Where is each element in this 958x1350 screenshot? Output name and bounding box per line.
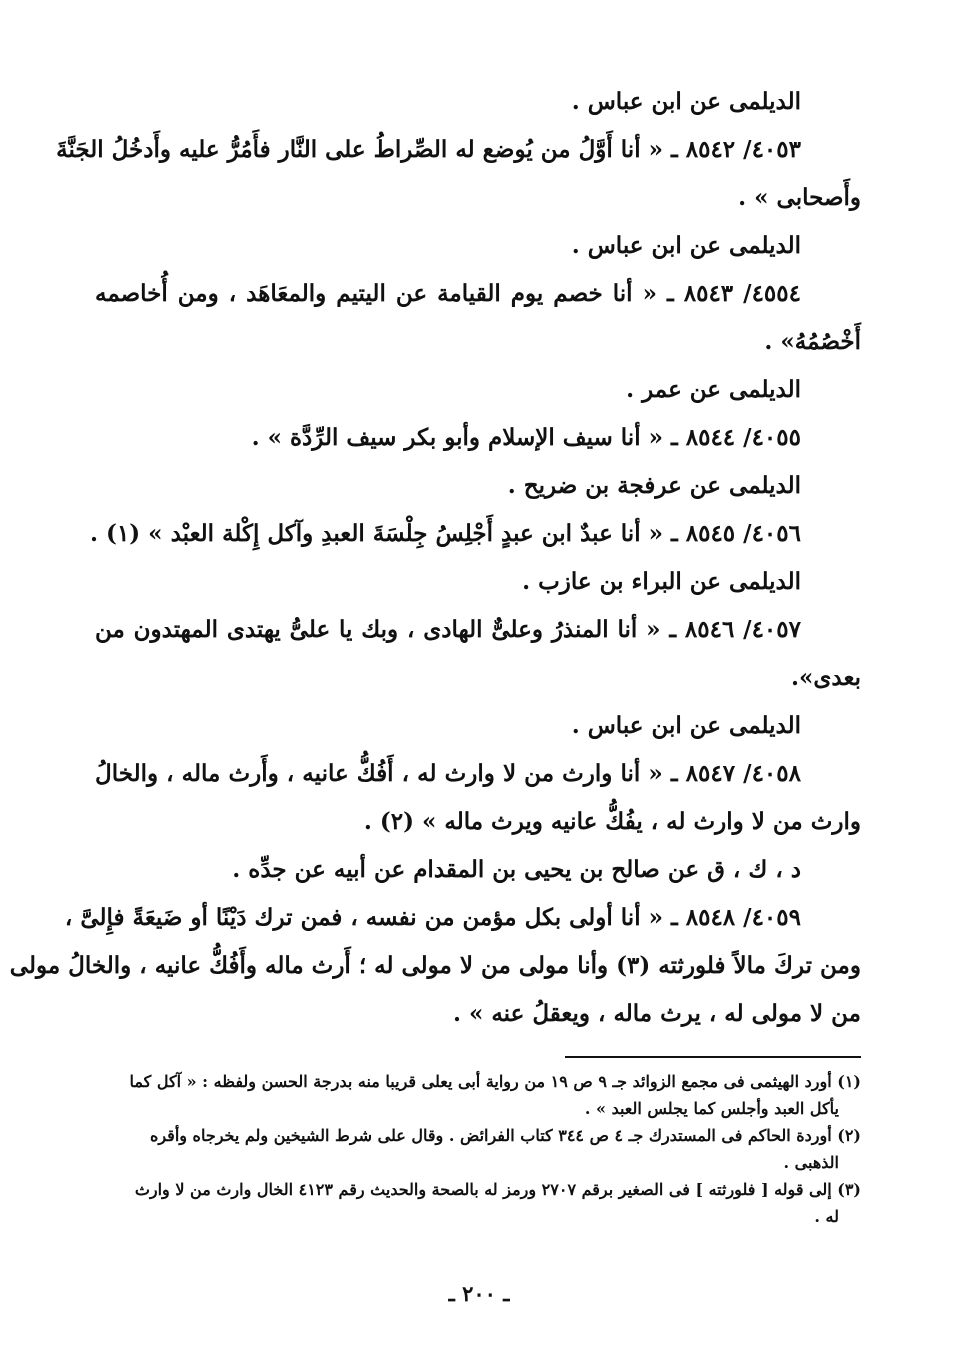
text-line: من لا مولى له ، يرث ماله ، ويعقلُ عنه » . [452,1000,861,1027]
footnotes [95,1068,861,1230]
text-line: وأَصحابى » . [738,184,861,211]
footnote-separator [565,1056,861,1058]
source-line: الديلمى عن ابن عباس . [571,88,801,115]
hadith-line: ٤٠٥٣/ ٨٥٤٢ ـ « أنا أَوَّلُ من يُوضع له الصِّراطُ على النَّار فأَمُرُّ عليه وأَدخُلُ الجَنَّةَ [56,136,801,163]
source-line: الديلمى عن ابن عباس . [571,232,801,259]
source-line: د ، ك ، ق عن صالح بن يحيى بن المقدام عن أبيه عن جدِّه . [232,856,801,883]
source-line: الديلمى عن ابن عباس . [571,712,801,739]
text-line: وارث من لا وارث له ، يفُكُّ عانيه ويرث ماله » (٢) . [363,808,861,835]
footnote: (٢) أوردة الحاكم فى المستدرك جـ ٤ ص ٣٤٤ كتاب الفرائض . وقال على شرط الشيخين ولم يخرجاه وأقره [149,1126,861,1145]
footnote-continuation: له . [814,1207,839,1226]
source-line: الديلمى عن البراء بن عازب . [522,568,801,595]
hadith-line: ٤٥٥٤/ ٨٥٤٣ ـ « أنا خصم يوم القيامة عن اليتيم والمعَاهَد ، ومن أُخاصمه [95,280,801,307]
main-text [9,78,861,1038]
footnote: (١) أورد الهيثمى فى مجمع الزوائد جـ ٩ ص ١٩ من رواية أبى يعلى قريبا منه بدرجة الحسن ولفظه : « آكل كما [129,1072,861,1091]
source-line: الديلمى عن عرفجة بن ضريح . [507,472,801,499]
footnote-continuation: الذهبى . [783,1153,839,1172]
page-number: ـ ٢٠٠ ـ [448,1281,510,1306]
text-line: بعدى». [791,664,861,691]
hadith-line: ٤٠٥٩/ ٨٥٤٨ ـ « أنا أولى بكل مؤمن من نفسه ، فمن ترك دَيْنًا أو ضَيعَةً فإِلىَّ ، [64,904,801,931]
hadith-line: ٤٠٥٧/ ٨٥٤٦ ـ « أنا المنذرُ وعلىٌّ الهادى ، وبك يا علىُّ يهتدى المهتدون من [95,616,801,643]
hadith-line: ٤٠٥٨/ ٨٥٤٧ ـ « أنا وارث من لا وارث له ، أَفُكُّ عانيه ، وأَرث ماله ، والخالُ [95,760,801,787]
text-line: ومن تركَ مالاً فلورثته (٣) وأنا مولى من لا مولى له ؛ أَرث ماله وأَفُكُّ عانيه ، والخالُ مولى [9,952,861,979]
source-line: الديلمى عن عمر . [626,376,801,403]
hadith-line: ٤٠٥٦/ ٨٥٤٥ ـ « أنا عبدٌ ابن عبدٍ أَجْلِسُ جِلْسَةَ العبدِ وآكل إِكْلة العبْد » (١) . [90,520,801,547]
page-content [9,78,861,1230]
text-line: أَخْصُمُهُ» . [764,328,861,355]
hadith-line: ٤٠٥٥/ ٨٥٤٤ ـ « أنا سيف الإسلام وأبو بكر سيف الرِّدَّة » . [251,424,801,451]
footnote-continuation: يأكل العبد وأجلس كما يجلس العبد » . [584,1099,839,1118]
footnote: (٣) إلى قوله [ فلورثته ] فى الصغير برقم ٢٧٠٧ ورمز له بالصحة والحديث رقم ٤١٢٣ الخال وارث من لا وارث [134,1180,861,1199]
